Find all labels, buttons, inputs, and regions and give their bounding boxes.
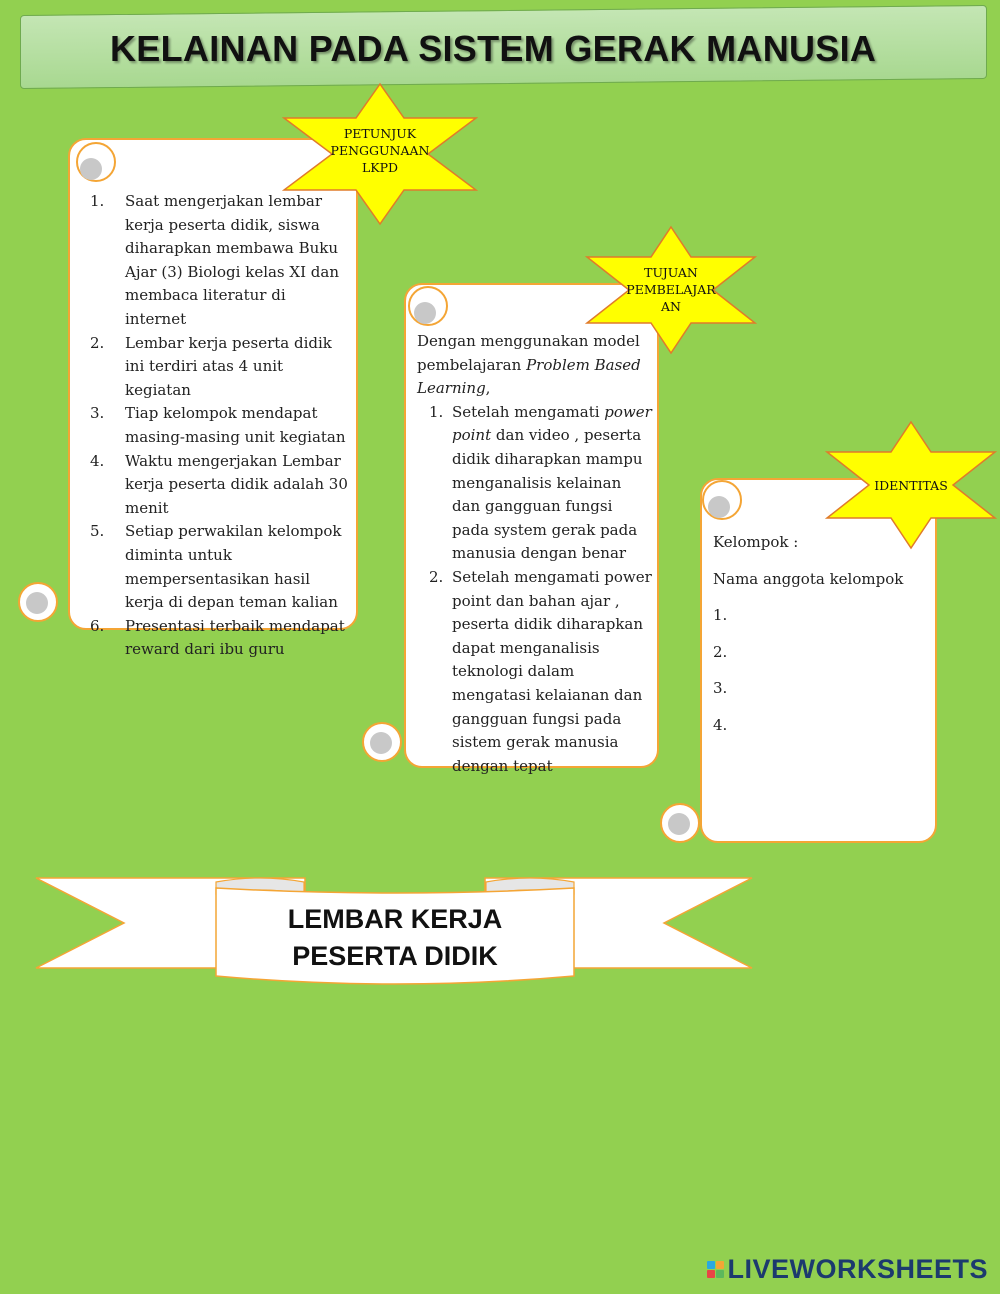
scroll-bottom-curl	[362, 722, 402, 762]
scroll-bottom-curl	[660, 803, 700, 843]
list-item: 4. Waktu mengerjakan Lembar kerja peserta didik adalah 30 menit	[90, 451, 348, 517]
list-item: 1. Setelah mengamati power point dan video , peserta didik diharapkan mampu menganalisis kelainan dan gangguan fungsi pada system gerak pada manusia dengan benar	[429, 402, 652, 563]
petunjuk-badge-label: PETUNJUK PENGGUNAAN LKPD	[330, 126, 430, 175]
member-slot: 4.	[713, 715, 728, 734]
list-item: 1. Saat mengerjakan lembar kerja peserta didik, siswa diharapkan membawa Buku Ajar (3) Biologi kelas XI dan membaca literatur di internet	[90, 192, 339, 328]
tujuan-badge-label: TUJUAN PEMBELAJAR AN	[626, 265, 716, 314]
scroll-bottom-curl	[18, 582, 58, 622]
tujuan-content	[417, 330, 652, 778]
scroll-top-curl	[76, 142, 116, 182]
ribbon-title: LEMBAR KERJA PESERTA DIDIK	[287, 904, 503, 971]
list-item: 5. Setiap perwakilan kelompok diminta untuk mempersentasikan hasil kerja di depan teman kalian	[90, 522, 342, 612]
member-slot: 2.	[713, 642, 728, 661]
petunjuk-list	[90, 190, 348, 662]
liveworksheets-brand: LIVEWORKSHEETS	[707, 1254, 988, 1285]
list-item: 3. Tiap kelompok mendapat masing-masing unit kegiatan	[90, 404, 346, 446]
scroll-top-curl	[408, 286, 448, 326]
identitas-content	[713, 524, 928, 744]
list-item: 6. Presentasi terbaik mendapat reward dari ibu guru	[90, 616, 345, 659]
tujuan-intro: Dengan menggunakan model pembelajaran Problem Based Learning,	[417, 332, 641, 398]
page-title: KELAINAN PADA SISTEM GERAK MANUSIA	[110, 28, 877, 69]
list-item: 2. Setelah mengamati power point dan bahan ajar , peserta didik diharapkan dapat menganalisis teknologi dalam mengatasi kelaianan dan gangguan fungsi pada sistem gerak manusia dengan tepat	[429, 567, 652, 775]
list-item: 2. Lembar kerja peserta didik ini terdiri atas 4 unit kegiatan	[90, 333, 332, 399]
nama-anggota-label: Nama anggota kelompok	[713, 569, 904, 588]
member-slot: 1.	[713, 606, 728, 625]
kelompok-label: Kelompok :	[713, 533, 799, 551]
liveworksheets-logo-icon	[707, 1261, 724, 1278]
identitas-badge-label: IDENTITAS	[874, 478, 948, 493]
scroll-top-curl	[702, 480, 742, 520]
member-slot: 3.	[713, 679, 728, 698]
